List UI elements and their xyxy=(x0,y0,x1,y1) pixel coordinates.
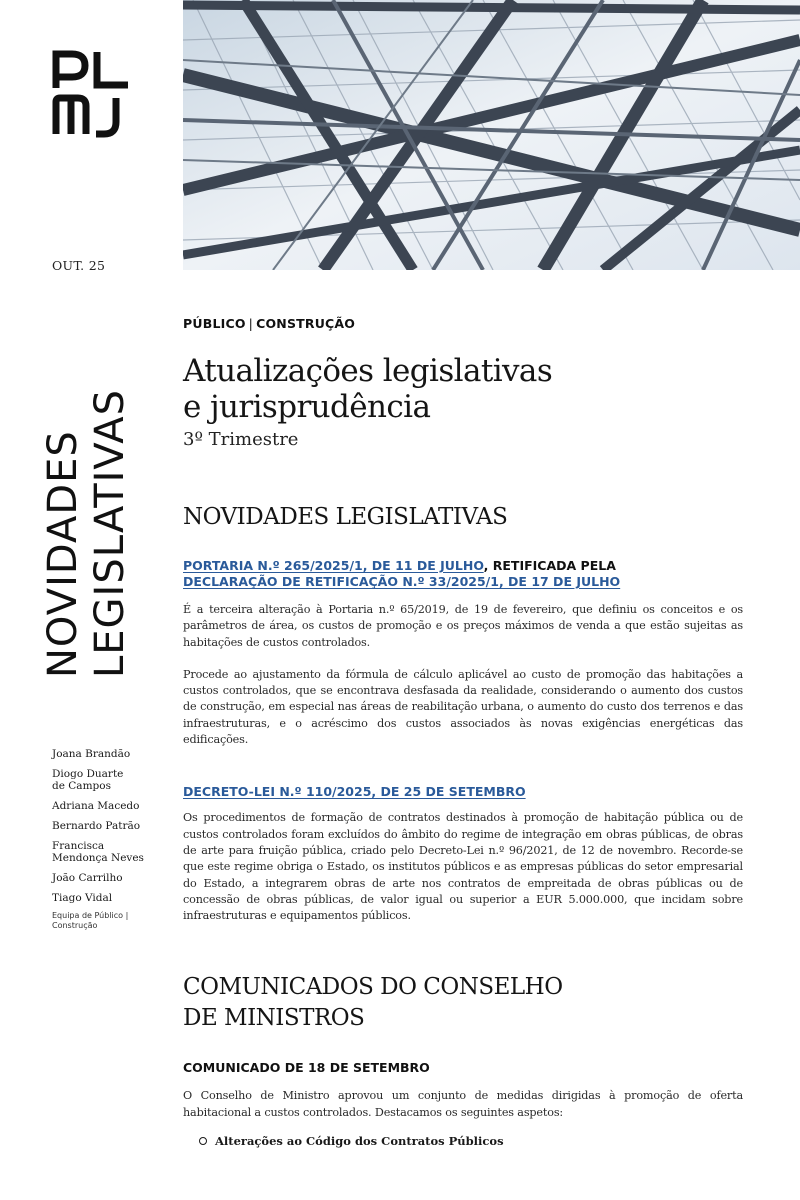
list-item-text: Alterações ao Código dos Contratos Públicos xyxy=(215,1134,504,1149)
section-heading-comunicados xyxy=(183,972,743,1034)
paragraph: Procede ao ajustamento da fórmula de cálculo aplicável ao custo de promoção das habitações a custos controlados, que se encontrava desfasada da realidade, considerando o aumento dos custos de construção, em especial nas áreas de reabilitação urbana, o aumento do custo dos terrenos e das infraestruturas, e o acréscimo dos custos associados às novas exigências energéticas das edificações. xyxy=(183,667,743,747)
team-member: Diogo Duarte de Campos xyxy=(52,768,124,792)
paragraph: O Conselho de Ministro aprovou um conjunto de medidas dirigidas à promoção de oferta habitacional a custos controlados. Destacamos os seguintes aspetos: xyxy=(183,1089,743,1119)
list-item xyxy=(183,1133,743,1149)
vertical-title-line-2: LEGISLATIVAS xyxy=(87,389,133,678)
section-heading-novidades: NOVIDADES LEGISLATIVAS xyxy=(183,504,508,530)
main-content xyxy=(183,316,743,1149)
circle-bullet-icon xyxy=(199,1137,207,1145)
team-caption: Equipa de Público | Construção xyxy=(52,911,129,930)
plmj-logo xyxy=(50,48,134,138)
item-title-middle: , RETIFICADA PELA xyxy=(483,558,616,573)
issue-date: OUT. 25 xyxy=(52,258,106,273)
vertical-title-line-1: NOVIDADES xyxy=(40,430,86,678)
decreto-lei-link[interactable]: DECRETO-LEI N.º 110/2025, DE 25 DE SETEMBRO xyxy=(183,784,526,800)
comunicados-heading-line-2: DE MINISTROS xyxy=(183,1005,365,1032)
document-title xyxy=(183,353,743,425)
paragraph: É a terceira alteração à Portaria n.º 65/2019, de 19 de fevereiro, que definiu os conceitos e os parâmetros de área, os custos de promoção e os preços máximos de venda a que estão sujeitas as habitações de custos controlados. xyxy=(183,603,743,649)
category-public: PÚBLICO xyxy=(183,316,246,331)
category-separator: | xyxy=(248,316,254,331)
team-member: Tiago Vidal xyxy=(52,892,113,904)
title-line-2: e jurisprudência xyxy=(183,389,431,425)
team-member: Adriana Macedo xyxy=(52,800,140,812)
team-member: Bernardo Patrão xyxy=(52,820,141,832)
declaracao-retificacao-link[interactable]: DECLARAÇÃO DE RETIFICAÇÃO N.º 33/2025/1, DE 17 DE JULHO xyxy=(183,574,621,589)
category-construction: CONSTRUÇÃO xyxy=(256,316,356,331)
plmj-logo-mark xyxy=(50,48,134,138)
item-title-portaria xyxy=(183,558,743,590)
title-line-1: Atualizações legislativas xyxy=(183,353,553,389)
item-title-comunicado: COMUNICADO DE 18 DE SETEMBRO xyxy=(183,1060,430,1076)
item-title-decreto-lei xyxy=(183,784,743,800)
comunicados-heading-line-1: COMUNICADOS DO CONSELHO xyxy=(183,974,563,1001)
bullet-list xyxy=(183,1133,743,1149)
team-member: Joana Brandão xyxy=(52,748,131,760)
hero-image-steel-structure xyxy=(183,0,800,270)
team-list xyxy=(52,748,162,931)
practice-area xyxy=(183,316,743,331)
paragraph: Os procedimentos de formação de contratos destinados à promoção de habitação pública ou de custos controlados foram excluídos do âmbito do regime de integração em obras públicas, de obras de arte para fruição pública, criado pelo Decreto-Lei n.º 96/2021, de 12 de novembro. Recorde-se que este regime obriga o Estado, os institutos públicos e as empresas públicas do setor empresarial do Estado, a integrarem obras de arte nos contratos de empreitada de obras públicas ou de concessão de obras públicas, de valor igual ou superior a EUR 5.000.000, que incidam sobre infraestruturas e equipamentos públicos. xyxy=(183,811,743,923)
team-member: Francisca Mendonça Neves xyxy=(52,840,144,864)
vertical-section-title xyxy=(40,318,140,678)
portaria-link[interactable]: PORTARIA N.º 265/2025/1, DE 11 DE JULHO xyxy=(183,558,484,573)
document-subtitle: 3º Trimestre xyxy=(183,429,299,450)
team-member: João Carrilho xyxy=(52,872,123,884)
